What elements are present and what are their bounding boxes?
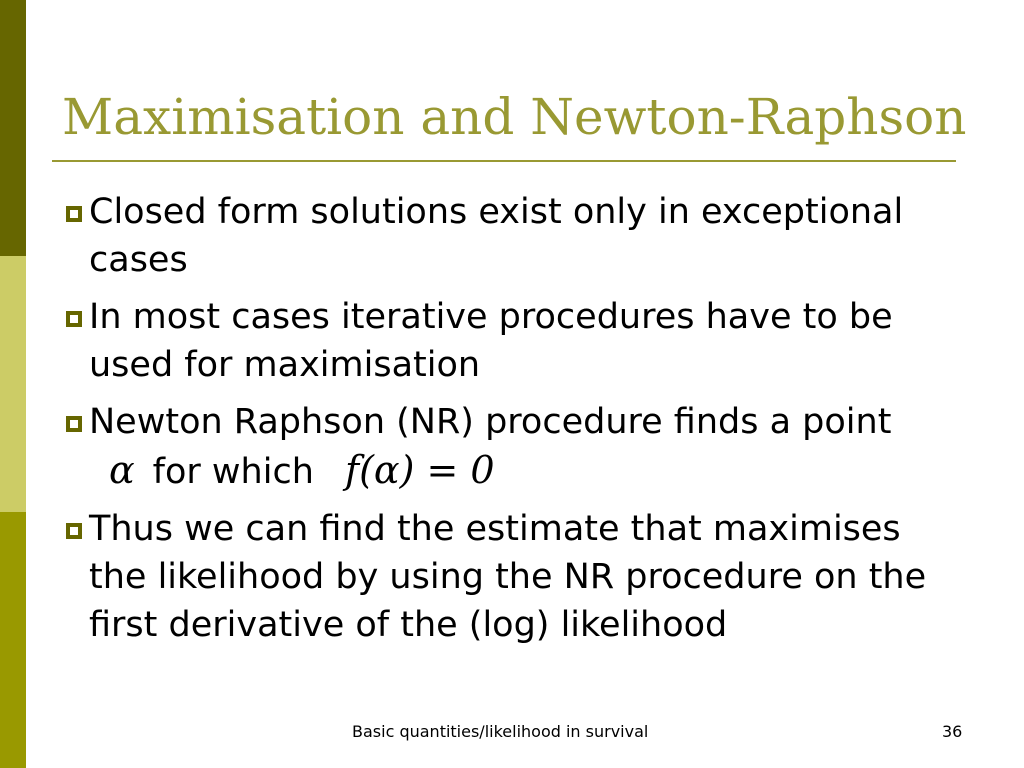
hollow-square-bullet-icon — [66, 523, 82, 539]
bullet-list — [62, 188, 962, 658]
bullet-item — [62, 505, 962, 649]
bullet-text: In most cases iterative procedures have to be used for maximisation — [89, 297, 893, 385]
hollow-square-bullet-icon — [66, 206, 82, 222]
bullet-text: Thus we can find the estimate that maximises the likelihood by using the NR procedure on the first derivative of the (log) likelihood — [89, 509, 927, 645]
alpha-symbol: α — [109, 448, 135, 492]
hollow-square-bullet-icon — [66, 416, 82, 432]
bullet-text: Newton Raphson (NR) procedure finds a point — [89, 402, 892, 442]
sidebar-band-olive — [0, 512, 26, 768]
equation: f(α) = 0 — [345, 448, 495, 492]
bullet-text-mid: for which — [152, 452, 314, 492]
bullet-text: Closed form solutions exist only in exceptional cases — [89, 192, 904, 280]
sidebar-decoration — [0, 0, 26, 768]
sidebar-band-dark — [0, 0, 26, 256]
slide-title: Maximisation and Newton-Raphson — [62, 88, 967, 146]
title-underline — [52, 160, 956, 162]
bullet-item — [62, 188, 962, 284]
page-number: 36 — [942, 722, 963, 741]
bullet-item — [62, 293, 962, 389]
sidebar-band-light — [0, 256, 26, 512]
hollow-square-bullet-icon — [66, 311, 82, 327]
slide-footer: Basic quantities/likelihood in survival — [352, 722, 649, 741]
bullet-item — [62, 398, 962, 496]
